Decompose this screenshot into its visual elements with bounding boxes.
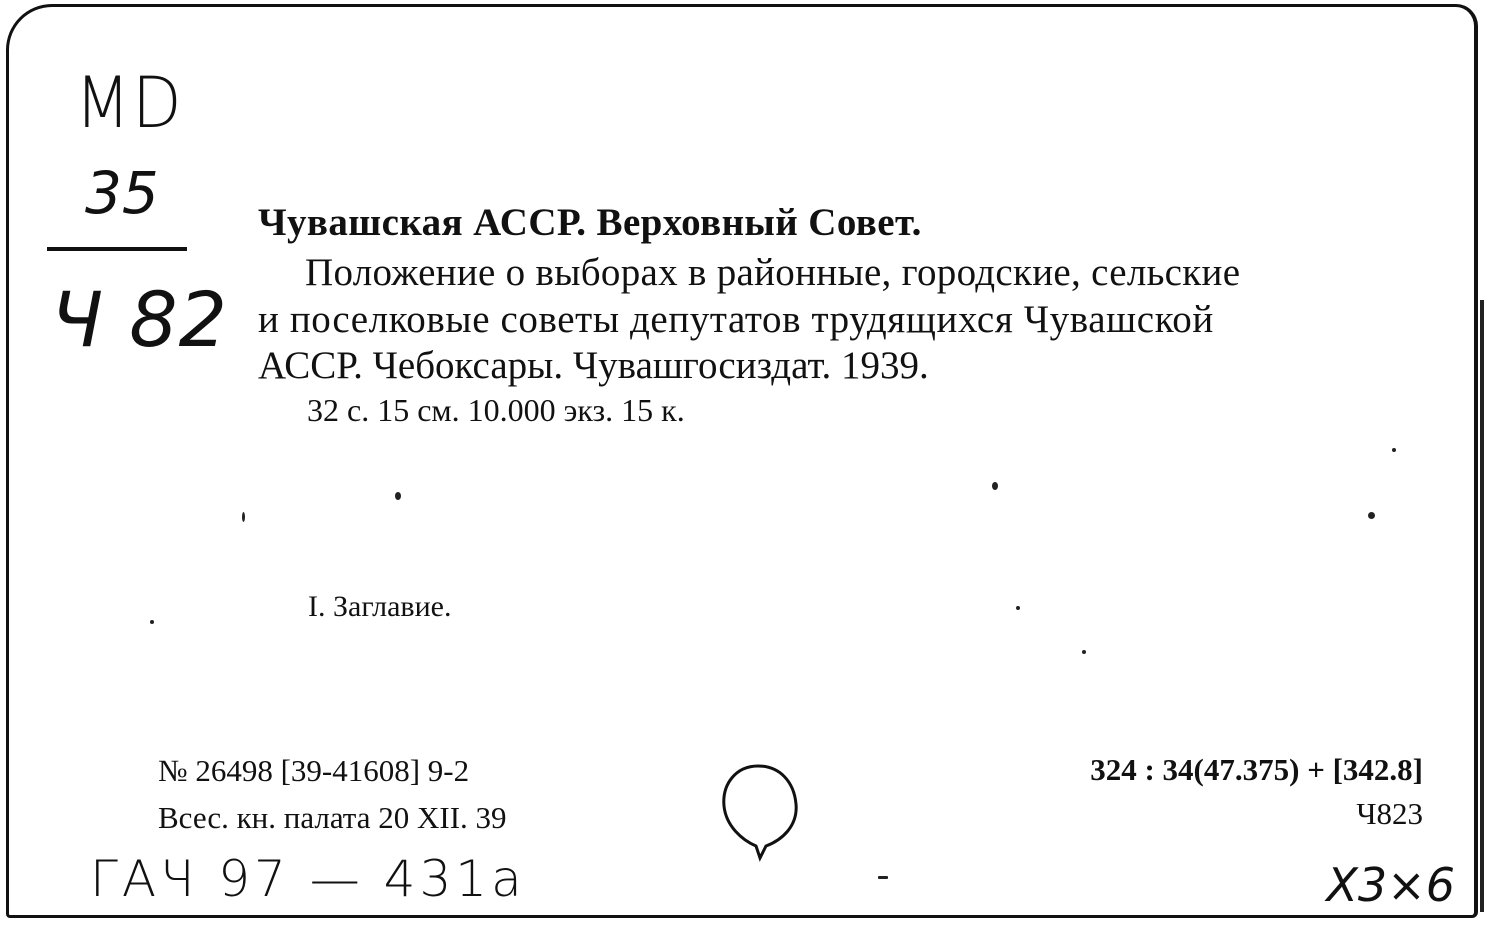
ink-speck xyxy=(150,620,154,624)
shelfmark-line-2: 35 xyxy=(85,159,159,227)
ink-speck xyxy=(992,482,998,490)
ink-speck xyxy=(1392,448,1396,452)
entry-title-line-1: Положение о выборах в районные, городские, сельские xyxy=(305,251,1241,294)
ink-speck xyxy=(1016,606,1020,610)
author-mark: Ч823 xyxy=(1356,796,1423,831)
punch-hole-icon xyxy=(718,760,802,864)
handwritten-corner-mark: Х3×6 xyxy=(1326,858,1455,912)
ink-speck xyxy=(1368,512,1375,519)
entry-title-line-2: и поселковые советы депутатов трудящихся Чувашской xyxy=(258,298,1214,341)
classification-code: 324 : 34(47.375) + [342.8] xyxy=(1090,752,1423,787)
ink-speck xyxy=(878,876,888,879)
shelfmark-line-1: MD xyxy=(75,63,184,145)
entry-collation: 32 с. 15 см. 10.000 экз. 15 к. xyxy=(307,392,685,428)
shelfmark-line-3: Ч 82 xyxy=(51,275,228,364)
handwritten-archive-mark: ГАЧ 97 — 431а xyxy=(90,850,526,908)
ink-speck xyxy=(242,512,245,522)
shelfmark-divider xyxy=(47,247,187,251)
ink-speck xyxy=(395,492,401,500)
entry-title-line-3: АССР. Чебоксары. Чувашгосиздат. 1939. xyxy=(258,344,929,387)
registration-number: № 26498 [39-41608] 9-2 xyxy=(158,753,470,788)
entry-tracing: I. Заглавие. xyxy=(308,590,452,623)
entry-heading: Чувашская АССР. Верховный Совет. xyxy=(258,201,922,244)
ink-speck xyxy=(1082,650,1086,654)
card-edge-shadow xyxy=(1480,300,1484,912)
registration-chamber: Всес. кн. палата 20 XII. 39 xyxy=(158,800,507,835)
